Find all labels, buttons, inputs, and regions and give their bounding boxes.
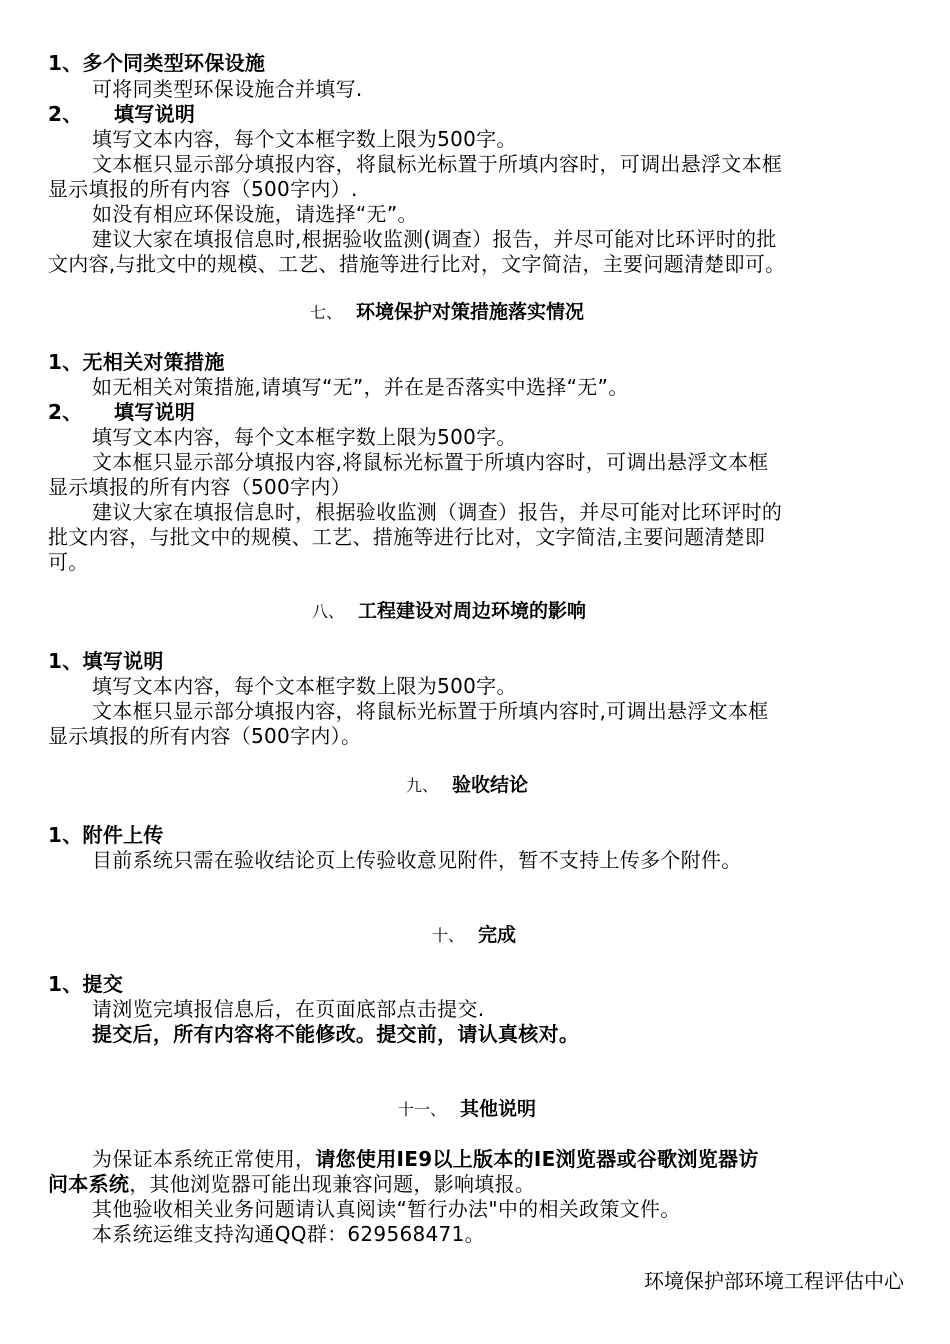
s10-item1-title: 1、提交 [48, 972, 124, 996]
s10-heading [432, 922, 516, 949]
s10-p1: 请浏览完填报信息后，在页面底部点击提交. [92, 997, 485, 1021]
s6-item1-text: 可将同类型环保设施合并填写. [92, 77, 363, 101]
s7-item1-title: 1、无相关对策措施 [48, 350, 225, 374]
s9-heading [406, 772, 528, 799]
s7-p1: 填写文本内容，每个文本框字数上限为500字。 [92, 425, 517, 449]
s7-item2-heading [48, 399, 195, 425]
s11-p1b [48, 1171, 535, 1197]
s11-heading [398, 1096, 536, 1123]
s7-item2-title: 填写说明 [114, 400, 196, 424]
s7-p3c: 可。 [48, 550, 89, 574]
s7-heading [310, 299, 584, 326]
s8-item1-title: 1、填写说明 [48, 649, 164, 673]
s6-p4a: 建议大家在填报信息时,根据验收监测(调查）报告，并尽可能对比环评时的批 [92, 227, 777, 251]
s8-num: 八、 [312, 602, 345, 621]
s8-p2a: 文本框只显示部分填报内容，将鼠标光标置于所填内容时,可调出悬浮文本框 [92, 699, 769, 723]
s7-p3b: 批文内容，与批文中的规模、工艺、措施等进行比对，文字简洁,主要问题清楚即 [48, 525, 766, 549]
s11-title: 其他说明 [460, 1098, 537, 1120]
s6-p2a: 文本框只显示部分填报内容，将鼠标光标置于所填内容时，可调出悬浮文本框 [92, 152, 783, 176]
s7-p2b: 显示填报的所有内容（500字内） [48, 475, 351, 499]
s7-p3a: 建议大家在填报信息时，根据验收监测（调查）报告，并尽可能对比环评时的 [92, 500, 783, 524]
s6-item2-heading [48, 101, 195, 127]
s7-item1-text: 如无相关对策措施,请填写“无”，并在是否落实中选择“无”。 [92, 375, 629, 399]
s11-p1b-bold: 问本系统 [48, 1172, 130, 1196]
s9-p1: 目前系统只需在验收结论页上传验收意见附件，暂不支持上传多个附件。 [92, 848, 742, 872]
s8-heading [312, 598, 586, 625]
s7-num: 七、 [310, 303, 343, 322]
s10-title: 完成 [478, 924, 517, 946]
s8-p2b: 显示填报的所有内容（500字内）。 [48, 724, 362, 748]
s11-p1-bold: 请您使用IE9以上版本的IE浏览器或谷歌浏览器访 [315, 1147, 759, 1171]
s6-item2-title: 填写说明 [114, 102, 196, 126]
s9-num: 九、 [406, 776, 439, 795]
footer-organization: 环境保护部环境工程评估中心 [644, 1269, 904, 1293]
s10-num: 十、 [432, 926, 465, 945]
s11-p3: 本系统运维支持沟通QQ群：629568471。 [92, 1222, 485, 1246]
s6-p4b: 文内容,与批文中的规模、工艺、措施等进行比对，文字简洁，主要问题清楚即可。 [48, 252, 786, 276]
s7-p2a: 文本框只显示部分填报内容,将鼠标光标置于所填内容时，可调出悬浮文本框 [92, 450, 769, 474]
s6-item2-num: 2、 [48, 102, 83, 126]
s11-p1 [92, 1146, 759, 1172]
s6-p2b: 显示填报的所有内容（500字内）. [48, 177, 358, 201]
s6-p1: 填写文本内容，每个文本框字数上限为500字。 [92, 127, 517, 151]
s8-title: 工程建设对周边环境的影响 [358, 600, 587, 622]
s11-p2: 其他验收相关业务问题请认真阅读“暂行办法"中的相关政策文件。 [92, 1197, 681, 1221]
s11-p1-pre: 为保证本系统正常使用， [92, 1147, 316, 1171]
s7-title: 环境保护对策措施落实情况 [356, 301, 585, 323]
s11-num: 十一、 [398, 1100, 447, 1119]
s9-item1-title: 1、附件上传 [48, 823, 164, 847]
s6-p3: 如没有相应环保设施，请选择“无”。 [92, 202, 418, 226]
s11-p1b-post: ，其他浏览器可能出现兼容问题，影响填报。 [129, 1172, 536, 1196]
s7-item2-num: 2、 [48, 400, 83, 424]
s10-p2: 提交后，所有内容将不能修改。提交前，请认真核对。 [92, 1022, 580, 1046]
s8-p1: 填写文本内容，每个文本框字数上限为500字。 [92, 674, 517, 698]
s6-item1-title: 1、多个同类型环保设施 [48, 51, 266, 75]
s9-title: 验收结论 [452, 774, 529, 796]
